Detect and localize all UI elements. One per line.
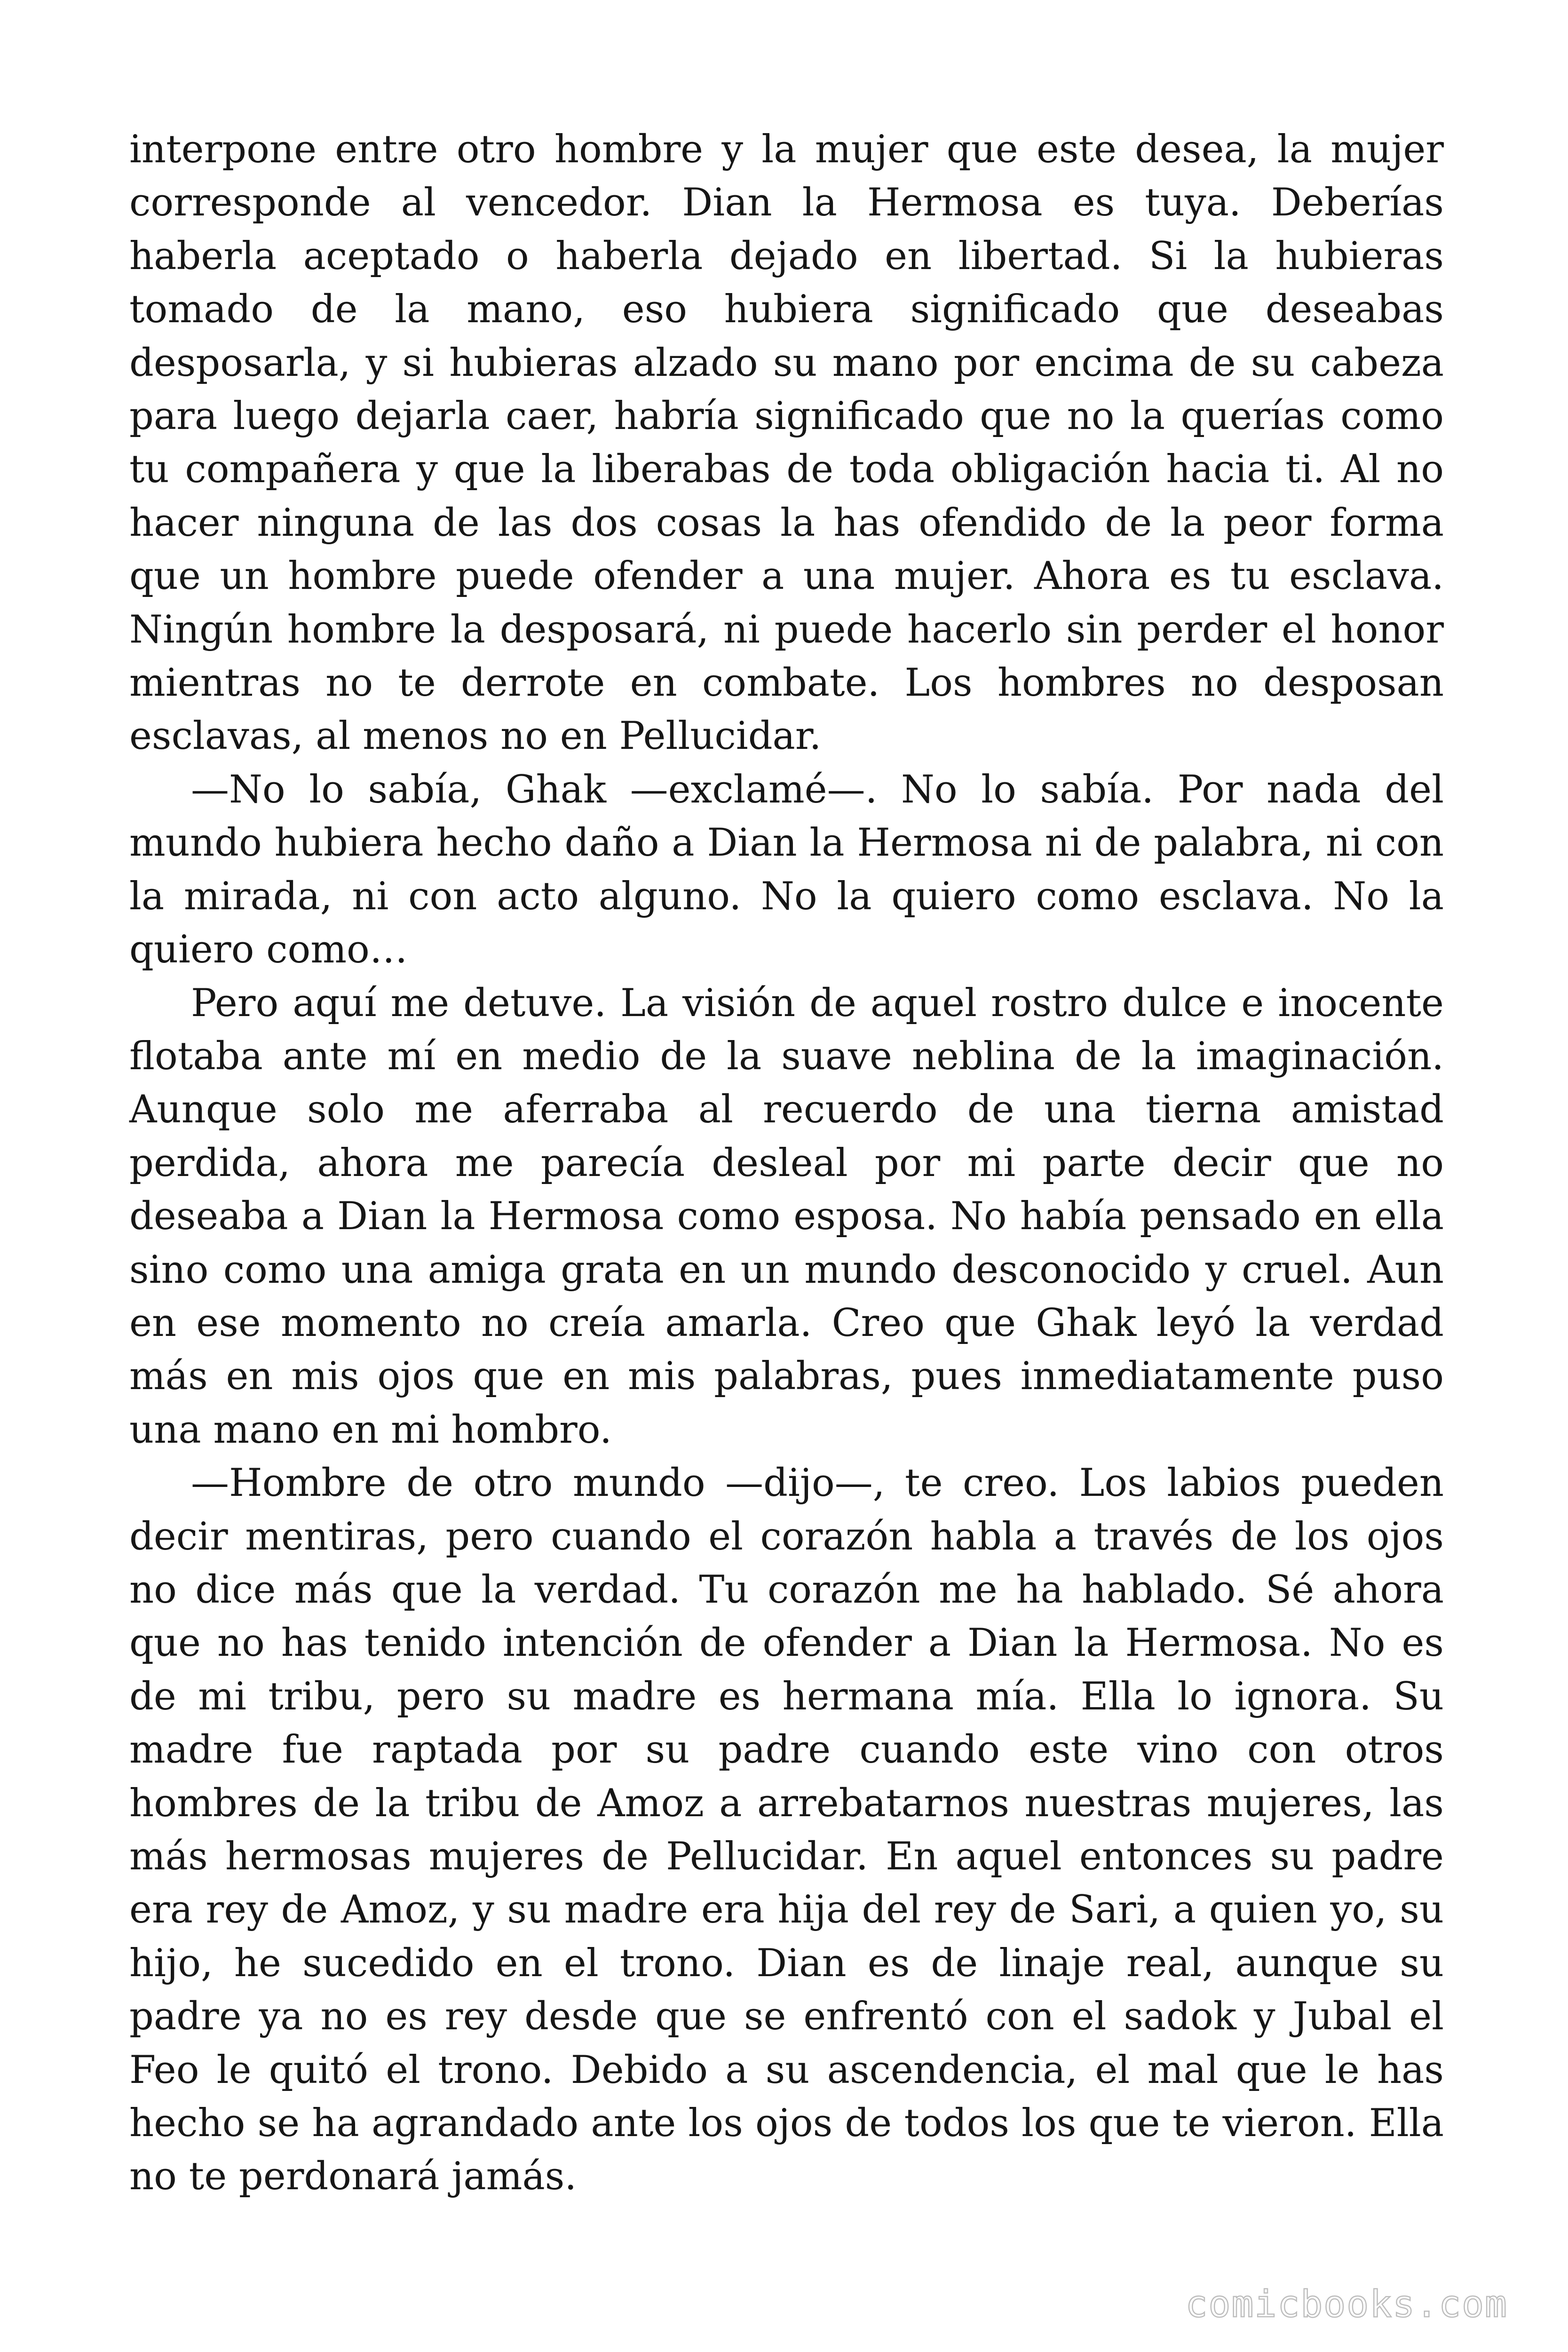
paragraph: Pero aquí me detuve. La visión de aquel rostro dulce e inocente flotaba ante mí en medio de la suave neblina de la imaginación. Aunque solo me aferraba al recuerdo de una tierna amistad perdida, ahora me parecía desleal por mi parte decir que no deseaba a Dian la Hermosa como esposa. No había pensado en ella sino como una amiga grata en un mundo desconocido y cruel. Aun en ese momento no creía amarla. Creo que Ghak leyó la verdad más en mis ojos que en mis palabras, pues inmediatamente puso una mano en mi hombro.	[129, 981, 1444, 1452]
watermark: comicbooks.com	[1185, 2283, 1508, 2326]
paragraph: —No lo sabía, Ghak —exclamé—. No lo sabía. Por nada del mundo hubiera hecho daño a Dian la Hermosa ni de palabra, ni con la mirada, ni con acto alguno. No la quiero como esclava. No la quiero como…	[129, 767, 1444, 972]
paragraph: —Hombre de otro mundo —dijo—, te creo. Los labios pueden decir mentiras, pero cuando el corazón habla a través de los ojos no dice más que la verdad. Tu corazón me ha hablado. Sé ahora que no has tenido intención de ofender a Dian la Hermosa. No es de mi tribu, pero su madre es hermana mía. Ella lo ignora. Su madre fue raptada por su padre cuando este vino con otros hombres de la tribu de Amoz a arrebatarnos nuestras mujeres, las más hermosas mujeres de Pellucidar. En aquel entonces su padre era rey de Amoz, y su madre era hija del rey de Sari, a quien yo, su hijo, he sucedido en el trono. Dian es de linaje real, aunque su padre ya no es rey desde que se enfrentó con el sadok y Jubal el Feo le quitó el trono. Debido a su ascendencia, el mal que le has hecho se ha agrandado ante los ojos de todos los que te vieron. Ella no te perdonará jamás.	[129, 1461, 1444, 2199]
book-page-text	[129, 123, 1444, 2204]
paragraph: interpone entre otro hombre y la mujer que este desea, la mujer corresponde al vencedor. Dian la Hermosa es tuya. Deberías haberla aceptado o haberla dejado en libertad. Si la hubieras tomado de la mano, eso hubiera significado que deseabas desposarla, y si hubieras alzado su mano por encima de su cabeza para luego dejarla caer, habría significado que no la querías como tu compañera y que la liberabas de toda obligación hacia ti. Al no hacer ninguna de las dos cosas la has ofendido de la peor forma que un hombre puede ofender a una mujer. Ahora es tu esclava. Ningún hombre la desposará, ni puede hacerlo sin perder el honor mientras no te derrote en combate. Los hombres no desposan esclavas, al menos no en Pellucidar.	[129, 127, 1444, 759]
